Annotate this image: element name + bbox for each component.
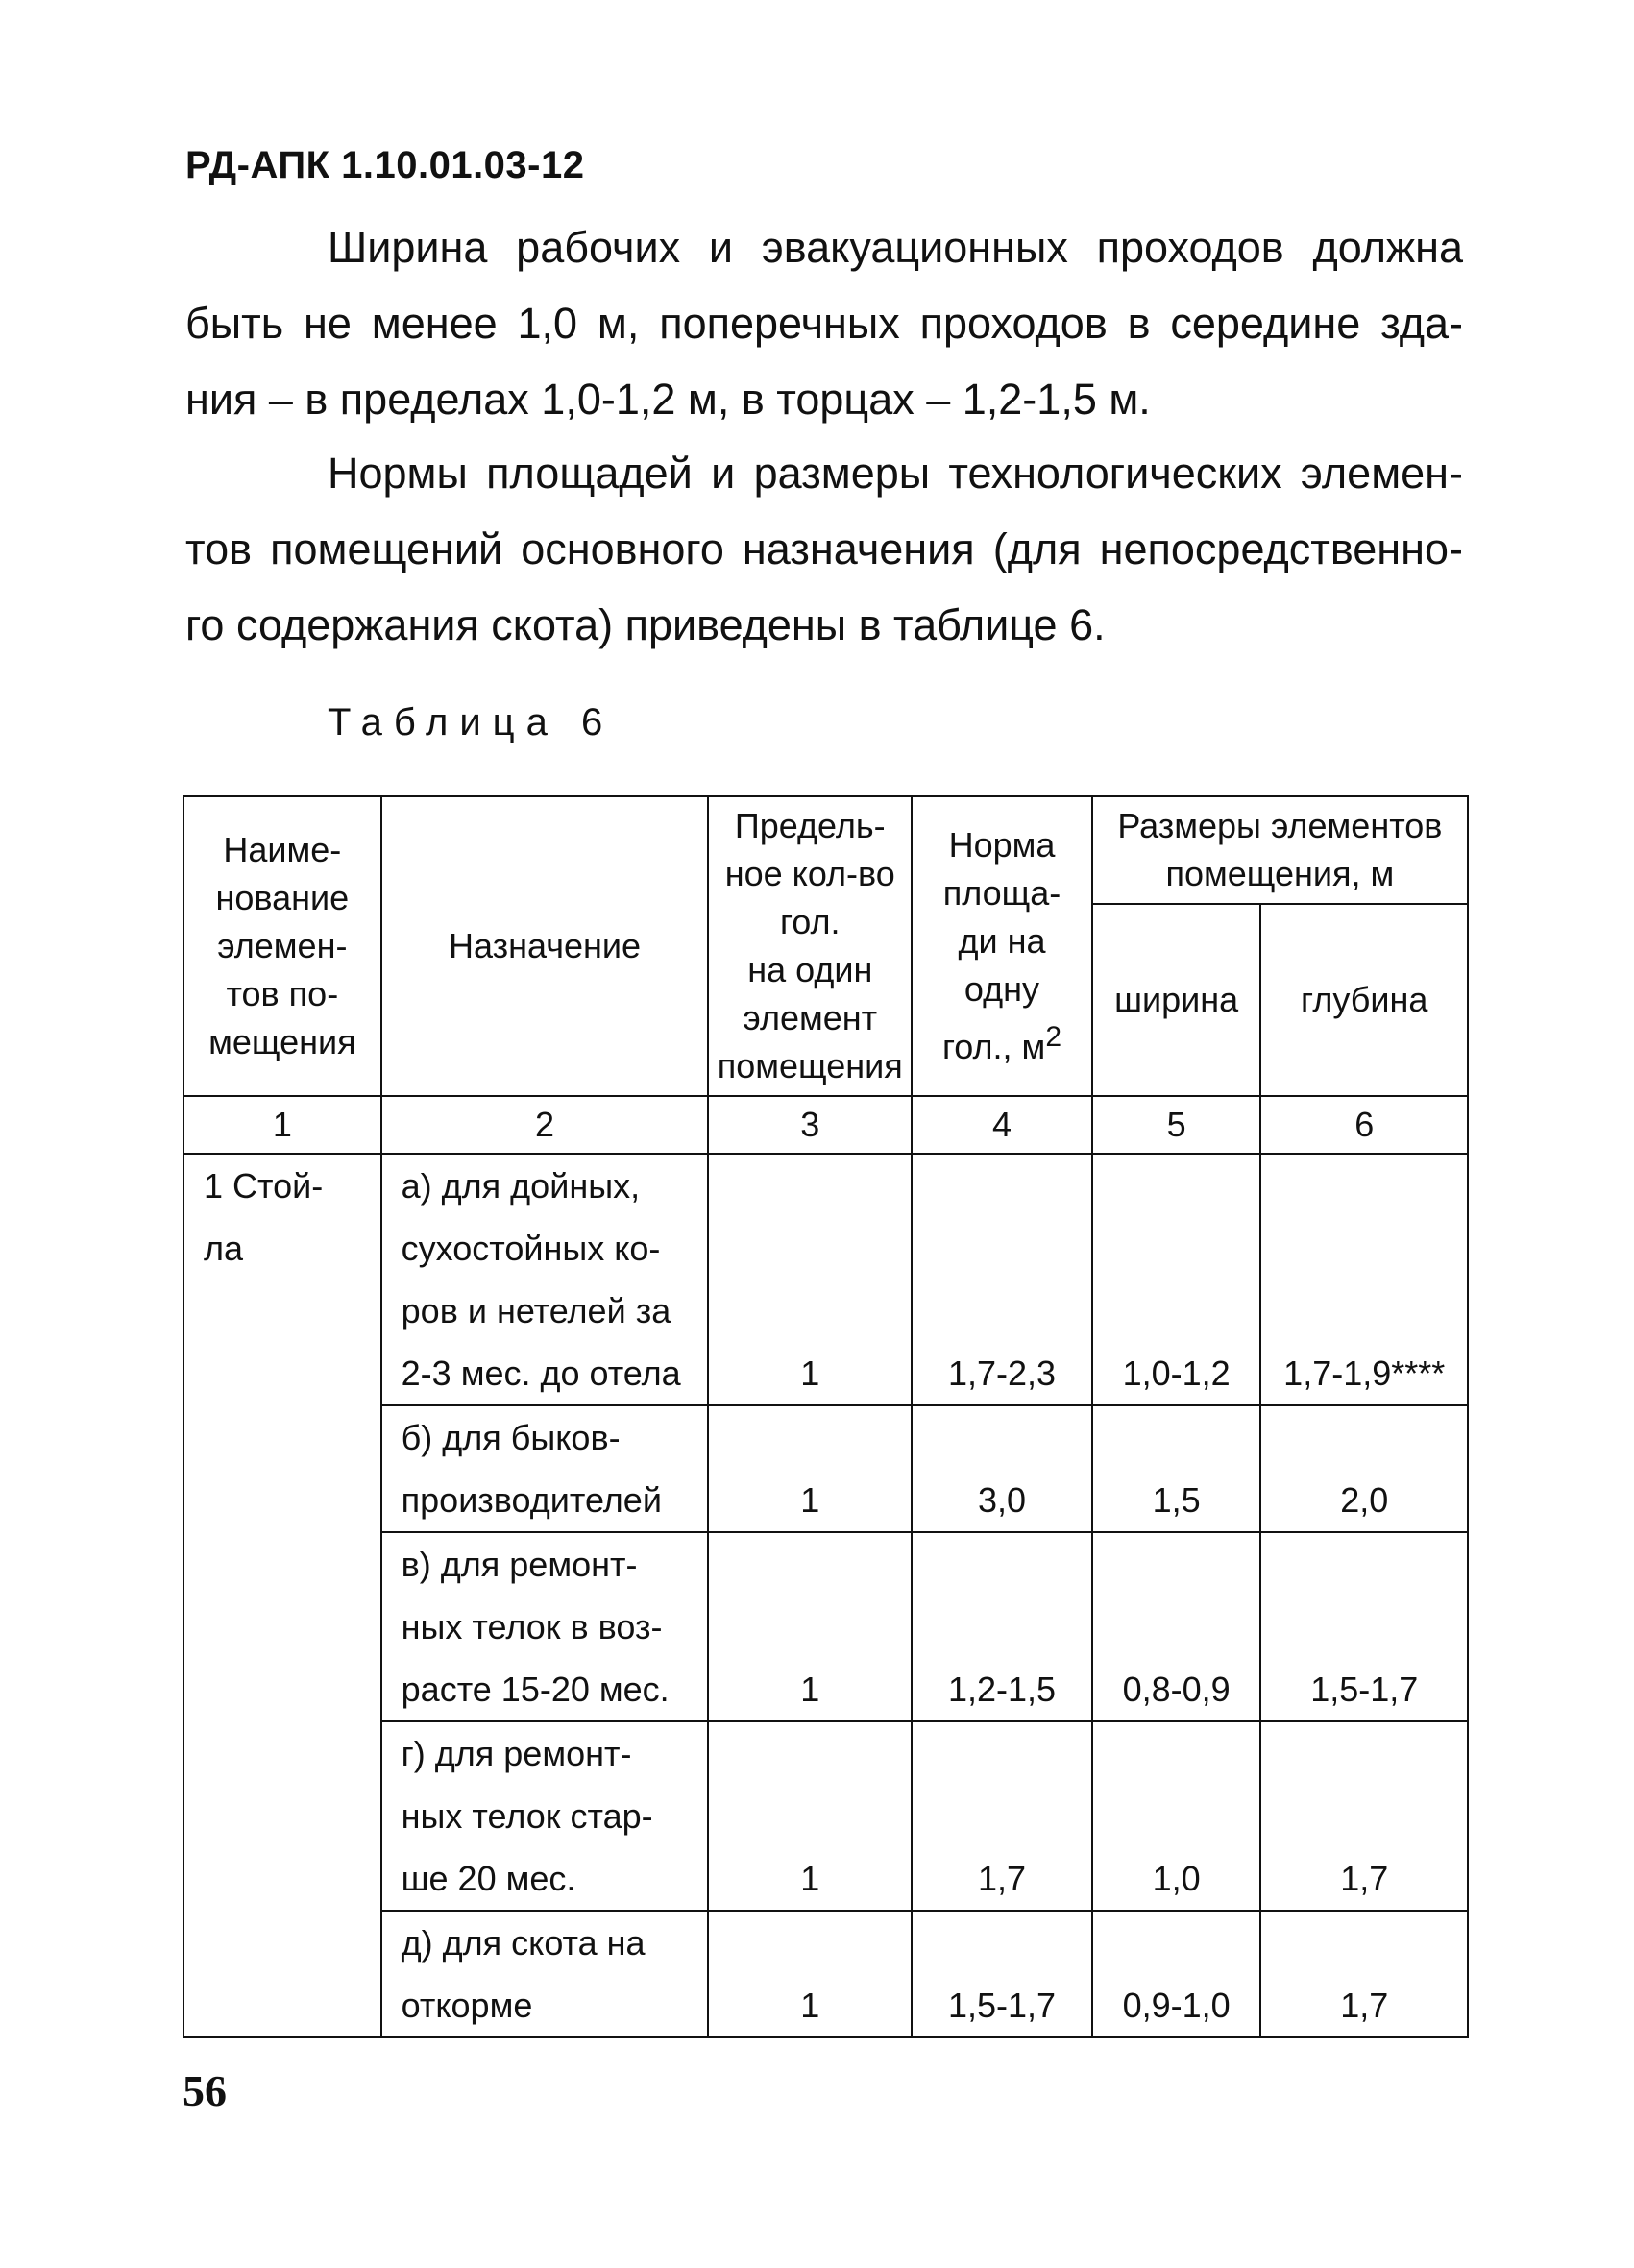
table-caption: Таблица 6 [328,701,615,744]
row-purpose: б) для быков- производителей [381,1405,709,1532]
header-depth: глубина [1260,904,1468,1096]
header-element-sizes: Размеры элементов помещения, м [1092,796,1468,904]
row-purpose: г) для ремонт- ных телок стар- ше 20 мес. [381,1721,709,1911]
row-depth: 1,7 [1260,1911,1468,2037]
column-number: 1 [183,1096,381,1154]
column-numbers-row [183,1096,1468,1154]
row-width: 0,9-1,0 [1092,1911,1261,2037]
column-number: 3 [708,1096,912,1154]
document-code: РД-АПК 1.10.01.03-12 [185,144,585,186]
header-limit-heads: Предель- ное кол-во гол. на один элемент помещения [708,796,912,1096]
header-element-name: Наиме- нование элемен- тов по- мещения [183,796,381,1096]
paragraph-line: го содержания скота) приведены в таблице 6. [185,600,1106,649]
paragraph-line: быть не менее 1,0 м, поперечных проходов в середине зда- [185,299,1463,348]
column-number: 6 [1260,1096,1468,1154]
element-name-stalls: 1 Стой- ла [183,1154,381,2037]
paragraph-line: Нормы площадей и размеры технологических элемен- [328,449,1463,498]
header-area-norm-text: Норма площа- ди на одну гол., м [941,825,1061,1066]
row-width: 1,0 [1092,1721,1261,1911]
page-number: 56 [183,2066,227,2115]
row-norm: 1,7-2,3 [912,1154,1092,1405]
row-limit: 1 [708,1405,912,1532]
row-limit: 1 [708,1721,912,1911]
paragraph-line: ния – в пределах 1,0-1,2 м, в торцах – 1,2-1,5 м. [185,375,1151,424]
row-width: 1,0-1,2 [1092,1154,1261,1405]
header-area-norm [912,796,1092,1096]
paragraph-area-norms [185,435,1463,663]
row-limit: 1 [708,1532,912,1721]
row-limit: 1 [708,1911,912,2037]
row-purpose: в) для ремонт- ных телок в воз- расте 15-20 мес. [381,1532,709,1721]
row-width: 0,8-0,9 [1092,1532,1261,1721]
row-depth: 1,5-1,7 [1260,1532,1468,1721]
header-width: ширина [1092,904,1261,1096]
row-limit: 1 [708,1154,912,1405]
column-number: 5 [1092,1096,1261,1154]
paragraph-passage-widths [185,209,1463,437]
table-row [183,1154,1468,1405]
row-depth: 1,7-1,9**** [1260,1154,1468,1405]
row-norm: 3,0 [912,1405,1092,1532]
row-norm: 1,5-1,7 [912,1911,1092,2037]
row-purpose: а) для дойных, сухостойных ко- ров и нетелей за 2-3 мес. до отела [381,1154,709,1405]
header-area-norm-superscript: 2 [1045,1021,1061,1053]
column-number: 2 [381,1096,709,1154]
row-norm: 1,7 [912,1721,1092,1911]
row-width: 1,5 [1092,1405,1261,1532]
norms-table [183,795,1469,2038]
paragraph-line: Ширина рабочих и эвакуационных проходов должна [328,223,1463,272]
header-purpose: Назначение [381,796,709,1096]
row-purpose: д) для скота на откорме [381,1911,709,2037]
column-number: 4 [912,1096,1092,1154]
row-depth: 2,0 [1260,1405,1468,1532]
paragraph-line: тов помещений основного назначения (для непосредственно- [185,524,1463,573]
row-norm: 1,2-1,5 [912,1532,1092,1721]
row-depth: 1,7 [1260,1721,1468,1911]
